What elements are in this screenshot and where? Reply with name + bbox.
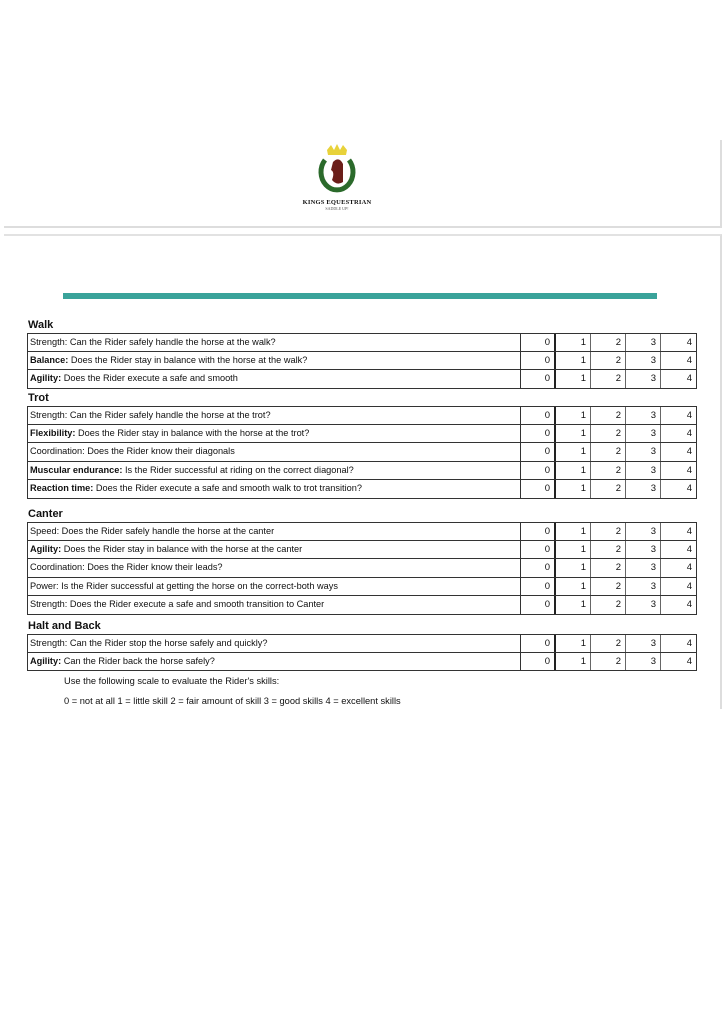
score-option-1[interactable]: 1	[556, 425, 591, 443]
rating-row	[27, 333, 697, 352]
skill-question	[28, 407, 521, 424]
score-option-2[interactable]: 2	[591, 635, 626, 652]
score-option-1[interactable]: 1	[556, 596, 591, 614]
score-option-1[interactable]: 1	[556, 523, 591, 540]
score-option-1[interactable]: 1	[556, 578, 591, 596]
score-option-1[interactable]: 1	[556, 352, 591, 370]
score-option-4[interactable]: 4	[686, 427, 692, 439]
score-option-0[interactable]: 0	[521, 462, 556, 480]
score-option-4[interactable]: 4	[686, 410, 692, 421]
score-option-2[interactable]: 2	[591, 653, 626, 671]
score-option-4[interactable]: 4	[686, 580, 692, 592]
skill-text: Does the Rider stay in balance with the horse at the trot?	[75, 427, 310, 438]
score-option-1[interactable]: 1	[556, 541, 591, 559]
section-canter	[27, 506, 697, 615]
score-option-0[interactable]: 0	[521, 523, 556, 540]
rating-row	[27, 425, 697, 444]
skill-question	[28, 352, 521, 370]
score-option-2[interactable]: 2	[591, 352, 626, 370]
rating-row	[27, 559, 697, 578]
score-option-2[interactable]: 2	[591, 443, 626, 461]
section-trot	[27, 390, 697, 499]
score-option-3[interactable]: 3	[626, 541, 661, 559]
skill-question	[28, 334, 521, 351]
rating-row	[27, 443, 697, 462]
score-option-3[interactable]: 3	[626, 480, 661, 498]
score-option-3[interactable]: 3	[626, 462, 661, 480]
score-option-2[interactable]: 2	[591, 462, 626, 480]
score-option-3[interactable]: 3	[626, 443, 661, 461]
score-option-0[interactable]: 0	[521, 559, 556, 577]
skill-text: Does the Rider execute a safe and smooth	[61, 373, 238, 383]
skill-label: Strength:	[30, 410, 68, 420]
score-option-0[interactable]: 0	[521, 596, 556, 614]
rating-row	[27, 578, 697, 597]
section-title: Halt and Back	[28, 620, 101, 632]
score-option-3[interactable]: 3	[626, 653, 661, 671]
score-option-4[interactable]: 4	[686, 638, 692, 649]
rating-row	[27, 406, 697, 425]
score-option-4[interactable]: 4	[686, 483, 692, 494]
score-option-4[interactable]: 4	[686, 543, 692, 555]
score-option-0[interactable]: 0	[521, 407, 556, 424]
score-option-4[interactable]: 4	[686, 373, 692, 384]
skill-question	[28, 596, 521, 614]
score-option-4[interactable]: 4	[686, 446, 692, 457]
skill-text: Can the Rider safely handle the horse at the walk?	[67, 337, 276, 347]
score-option-1[interactable]: 1	[556, 559, 591, 577]
score-option-3[interactable]: 3	[626, 407, 661, 424]
score-option-2[interactable]: 2	[591, 596, 626, 614]
skill-label: Speed:	[30, 526, 60, 536]
score-option-2[interactable]: 2	[591, 559, 626, 577]
accent-divider	[63, 293, 657, 299]
skill-question	[28, 578, 521, 596]
score-option-1[interactable]: 1	[556, 334, 591, 351]
score-option-2[interactable]: 2	[591, 407, 626, 424]
skill-question	[28, 370, 521, 388]
skill-text: Does the Rider execute a safe and smooth walk to trot transition?	[93, 483, 362, 493]
score-option-0[interactable]: 0	[521, 425, 556, 443]
skill-text: Does the Rider execute a safe and smooth transition to Canter	[67, 599, 325, 609]
skill-text: Does the Rider stay in balance with the horse at the walk?	[68, 354, 308, 365]
section-walk	[27, 317, 697, 389]
rating-row	[27, 653, 697, 672]
score-option-4[interactable]: 4	[686, 464, 692, 476]
skill-text: Is the Rider successful at getting the horse on the correct-both ways	[58, 580, 338, 591]
section-halt-and-back	[27, 618, 697, 671]
skill-label: Flexibility:	[30, 427, 76, 438]
score-option-0[interactable]: 0	[521, 541, 556, 559]
score-option-2[interactable]: 2	[591, 523, 626, 540]
rating-row	[27, 596, 697, 615]
skill-label: Agility:	[30, 543, 62, 554]
skill-text: Can the Rider stop the horse safely and quickly?	[67, 638, 268, 648]
skill-text: Does the Rider safely handle the horse at the canter	[59, 526, 275, 536]
skill-text: Does the Rider stay in balance with the horse at the canter	[61, 543, 303, 554]
score-option-0[interactable]: 0	[521, 443, 556, 461]
skill-text: Does the Rider know their diagonals	[84, 446, 235, 456]
horse-crest-icon	[315, 142, 359, 198]
score-option-2[interactable]: 2	[591, 370, 626, 388]
skill-text: Does the Rider know their leads?	[84, 562, 223, 572]
score-option-4[interactable]: 4	[686, 599, 692, 610]
skill-label: Strength:	[30, 638, 68, 648]
score-option-3[interactable]: 3	[626, 425, 661, 443]
score-option-1[interactable]: 1	[556, 653, 591, 671]
rating-row	[27, 352, 697, 371]
rating-row	[27, 634, 697, 653]
skill-label: Muscular endurance:	[30, 464, 123, 475]
score-option-0[interactable]: 0	[521, 370, 556, 388]
score-option-0[interactable]: 0	[521, 480, 556, 498]
score-option-1[interactable]: 1	[556, 635, 591, 652]
rating-row	[27, 370, 697, 389]
score-option-0[interactable]: 0	[521, 334, 556, 351]
score-option-3[interactable]: 3	[626, 352, 661, 370]
section-title: Canter	[28, 508, 63, 520]
scale-intro: Use the following scale to evaluate the Rider's skills:	[64, 676, 280, 686]
skill-label: Agility:	[30, 373, 62, 383]
score-option-3[interactable]: 3	[626, 635, 661, 652]
score-option-3[interactable]: 3	[626, 578, 661, 596]
score-option-3[interactable]: 3	[626, 596, 661, 614]
skill-text: Can the Rider safely handle the horse at the trot?	[67, 410, 271, 420]
skill-label: Agility:	[30, 655, 62, 666]
rating-row	[27, 480, 697, 499]
score-option-1[interactable]: 1	[556, 370, 591, 388]
scale-legend: 0 = not at all 1 = little skill 2 = fair amount of skill 3 = good skills 4 = excellent skills	[64, 696, 401, 706]
skill-question	[28, 635, 521, 652]
skill-label: Power:	[30, 580, 59, 591]
rating-row	[27, 462, 697, 481]
score-option-1[interactable]: 1	[556, 480, 591, 498]
score-option-3[interactable]: 3	[626, 559, 661, 577]
skill-text: Is the Rider successful at riding on the correct diagonal?	[122, 464, 354, 475]
score-option-1[interactable]: 1	[556, 407, 591, 424]
score-option-4[interactable]: 4	[686, 562, 692, 573]
skill-question	[28, 541, 521, 559]
score-option-4[interactable]: 4	[686, 655, 692, 667]
score-option-1[interactable]: 1	[556, 443, 591, 461]
score-option-2[interactable]: 2	[591, 334, 626, 351]
skill-label: Coordination:	[30, 446, 85, 456]
rating-row	[27, 541, 697, 560]
score-option-4[interactable]: 4	[686, 526, 692, 537]
score-option-2[interactable]: 2	[591, 425, 626, 443]
logo-name: KINGS EQUESTRIAN	[302, 199, 372, 206]
kings-equestrian-logo	[292, 142, 382, 220]
skill-question	[28, 559, 521, 577]
skill-question	[28, 523, 521, 540]
section-title: Trot	[28, 392, 49, 404]
score-option-4[interactable]: 4	[686, 337, 692, 348]
score-option-3[interactable]: 3	[626, 523, 661, 540]
skill-question	[28, 480, 521, 498]
score-option-0[interactable]: 0	[521, 578, 556, 596]
skill-text: Can the Rider back the horse safely?	[61, 655, 215, 666]
score-option-0[interactable]: 0	[521, 653, 556, 671]
skill-question	[28, 462, 521, 480]
skill-label: Strength:	[30, 337, 68, 347]
score-option-3[interactable]: 3	[626, 334, 661, 351]
score-option-4[interactable]: 4	[686, 354, 692, 366]
skill-question	[28, 653, 521, 671]
skill-question	[28, 443, 521, 461]
skill-label: Strength:	[30, 599, 68, 609]
score-option-0[interactable]: 0	[521, 352, 556, 370]
score-option-3[interactable]: 3	[626, 370, 661, 388]
logo-tagline: SADDLE UP!	[325, 206, 349, 211]
score-option-2[interactable]: 2	[591, 541, 626, 559]
score-option-0[interactable]: 0	[521, 635, 556, 652]
skill-question	[28, 425, 521, 443]
skill-label: Coordination:	[30, 562, 85, 572]
rating-row	[27, 522, 697, 541]
skill-label: Balance:	[30, 354, 69, 365]
score-option-2[interactable]: 2	[591, 578, 626, 596]
score-option-1[interactable]: 1	[556, 462, 591, 480]
skill-label: Reaction time:	[30, 483, 94, 493]
score-option-2[interactable]: 2	[591, 480, 626, 498]
section-title: Walk	[28, 319, 54, 331]
